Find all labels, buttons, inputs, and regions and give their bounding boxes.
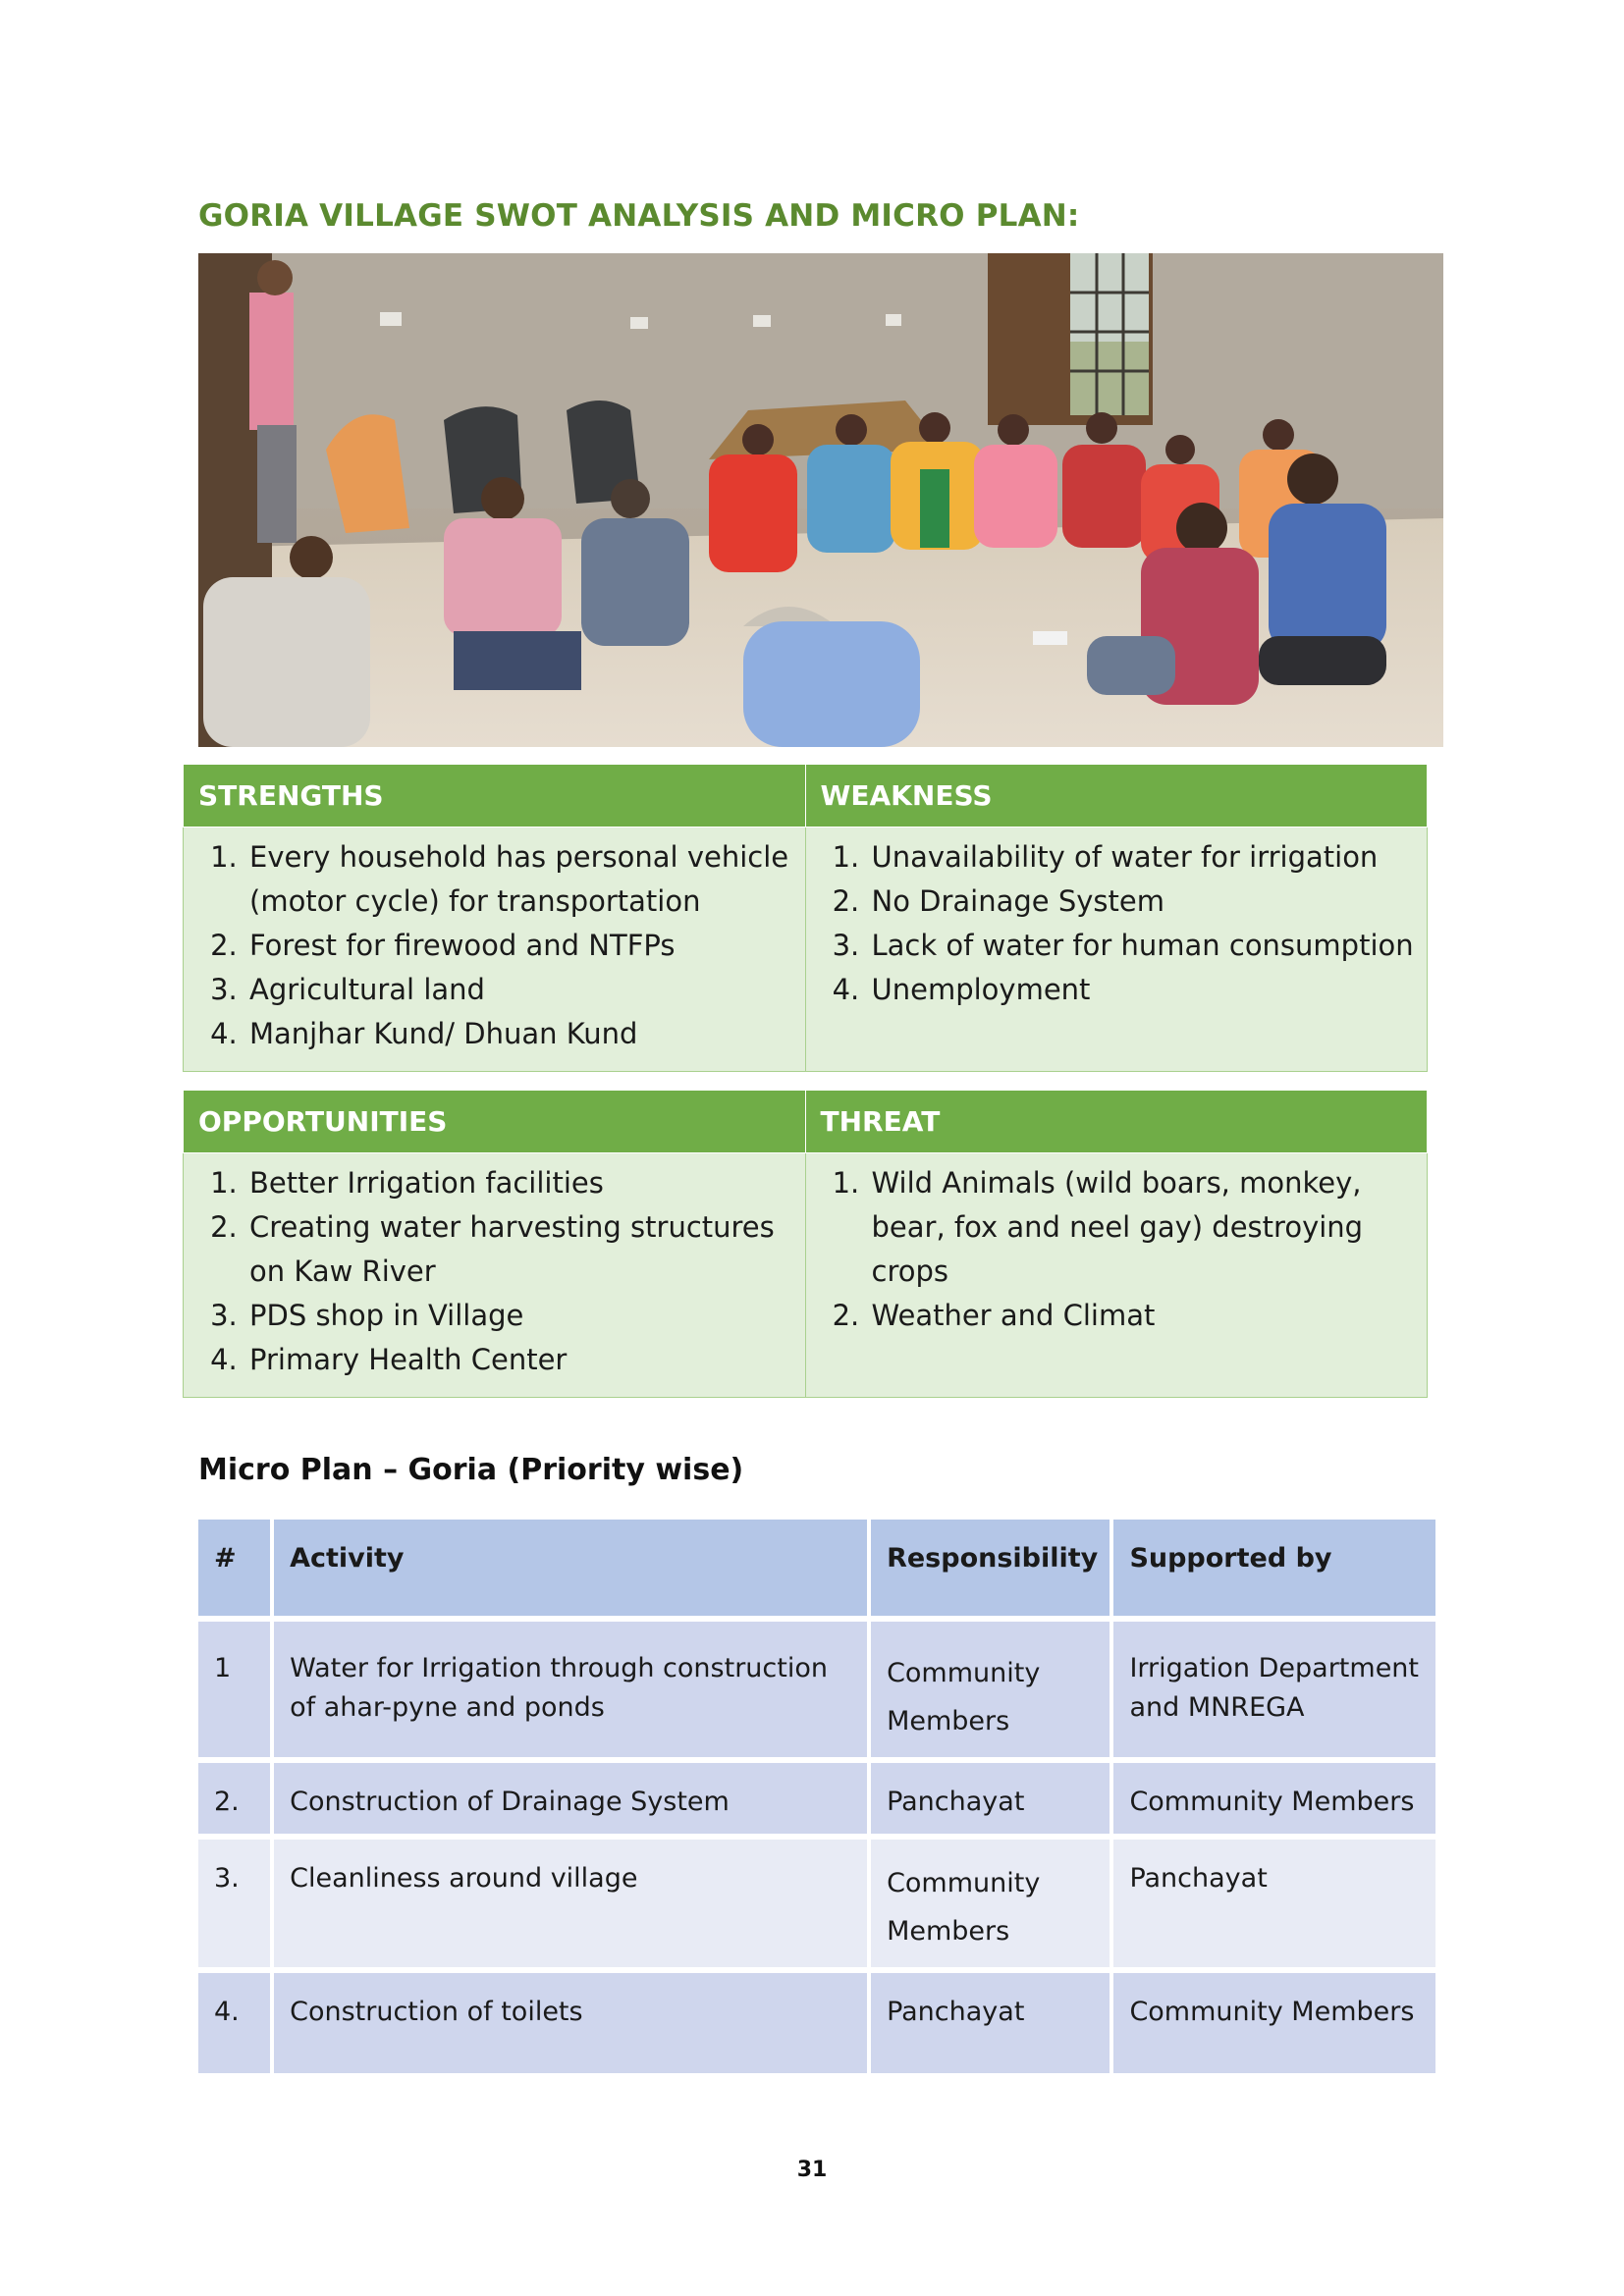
column-header-responsibility: Responsibility: [871, 1520, 1110, 1616]
table-row: [198, 1973, 1435, 2073]
opportunities-cell: [184, 1153, 806, 1398]
cell-activity: Construction of toilets: [274, 1973, 867, 2073]
list-item: 2. Forest for firewood and NTFPs: [246, 924, 795, 968]
cell-supported-by: Irrigation Department and MNREGA: [1113, 1622, 1435, 1757]
cell-number: 4.: [198, 1973, 270, 2073]
weakness-list: [820, 835, 1418, 1012]
weakness-cell: [805, 828, 1428, 1072]
list-item: 4. Manjhar Kund/ Dhuan Kund: [246, 1012, 795, 1056]
swot-table-strengths-weakness: [183, 764, 1428, 1072]
table-row: [198, 1622, 1435, 1757]
cell-supported-by: Community Members: [1113, 1973, 1435, 2073]
cell-activity: Construction of Drainage System: [274, 1763, 867, 1834]
cell-responsibility: Panchayat: [871, 1763, 1110, 1834]
list-item: 1. Every household has personal vehicle (motor cycle) for transportation: [246, 835, 795, 924]
threat-cell: [805, 1153, 1428, 1398]
page-number: 31: [796, 2158, 828, 2182]
list-item: 4. Unemployment: [869, 968, 1418, 1012]
list-item: 2. Creating water harvesting structures on Kaw River: [246, 1205, 795, 1294]
cell-responsibility: Community Members: [871, 1622, 1110, 1757]
micro-plan-table: [194, 1514, 1439, 2079]
threat-list: [820, 1161, 1418, 1338]
strengths-header: STRENGTHS: [184, 765, 806, 828]
column-header-activity: Activity: [274, 1520, 867, 1616]
threat-header: THREAT: [805, 1091, 1428, 1153]
cell-responsibility: Community Members: [871, 1840, 1110, 1967]
list-item: 1. Better Irrigation facilities: [246, 1161, 795, 1205]
list-item: 3. PDS shop in Village: [246, 1294, 795, 1338]
swot-table-opportunities-threat: [183, 1090, 1428, 1398]
strengths-list: [197, 835, 795, 1056]
list-item: 2. Weather and Climat: [869, 1294, 1418, 1338]
column-header-supported-by: Supported by: [1113, 1520, 1435, 1616]
table-row: [198, 1840, 1435, 1967]
cell-activity: Water for Irrigation through construction of ahar-pyne and ponds: [274, 1622, 867, 1757]
page-title: GORIA VILLAGE SWOT ANALYSIS AND MICRO PLAN:: [198, 198, 1080, 234]
table-header-row: [198, 1520, 1435, 1616]
list-item: 3. Agricultural land: [246, 968, 795, 1012]
cell-number: 1: [198, 1622, 270, 1757]
strengths-cell: [184, 828, 806, 1072]
photo-village-meeting: [198, 253, 1443, 747]
column-header-number: #: [198, 1520, 270, 1616]
weakness-header: WEAKNESS: [805, 765, 1428, 828]
list-item: 4. Primary Health Center: [246, 1338, 795, 1382]
opportunities-list: [197, 1161, 795, 1382]
cell-responsibility: Panchayat: [871, 1973, 1110, 2073]
list-item: 1. Wild Animals (wild boars, monkey, bear, fox and neel gay) destroying crops: [869, 1161, 1418, 1294]
opportunities-header: OPPORTUNITIES: [184, 1091, 806, 1153]
list-item: 2. No Drainage System: [869, 880, 1418, 924]
table-row: [198, 1763, 1435, 1834]
list-item: 1. Unavailability of water for irrigation: [869, 835, 1418, 880]
cell-supported-by: Community Members: [1113, 1763, 1435, 1834]
list-item: 3. Lack of water for human consumption: [869, 924, 1418, 968]
cell-number: 3.: [198, 1840, 270, 1967]
cell-supported-by: Panchayat: [1113, 1840, 1435, 1967]
cell-number: 2.: [198, 1763, 270, 1834]
micro-plan-title: Micro Plan – Goria (Priority wise): [198, 1453, 744, 1487]
cell-activity: Cleanliness around village: [274, 1840, 867, 1967]
